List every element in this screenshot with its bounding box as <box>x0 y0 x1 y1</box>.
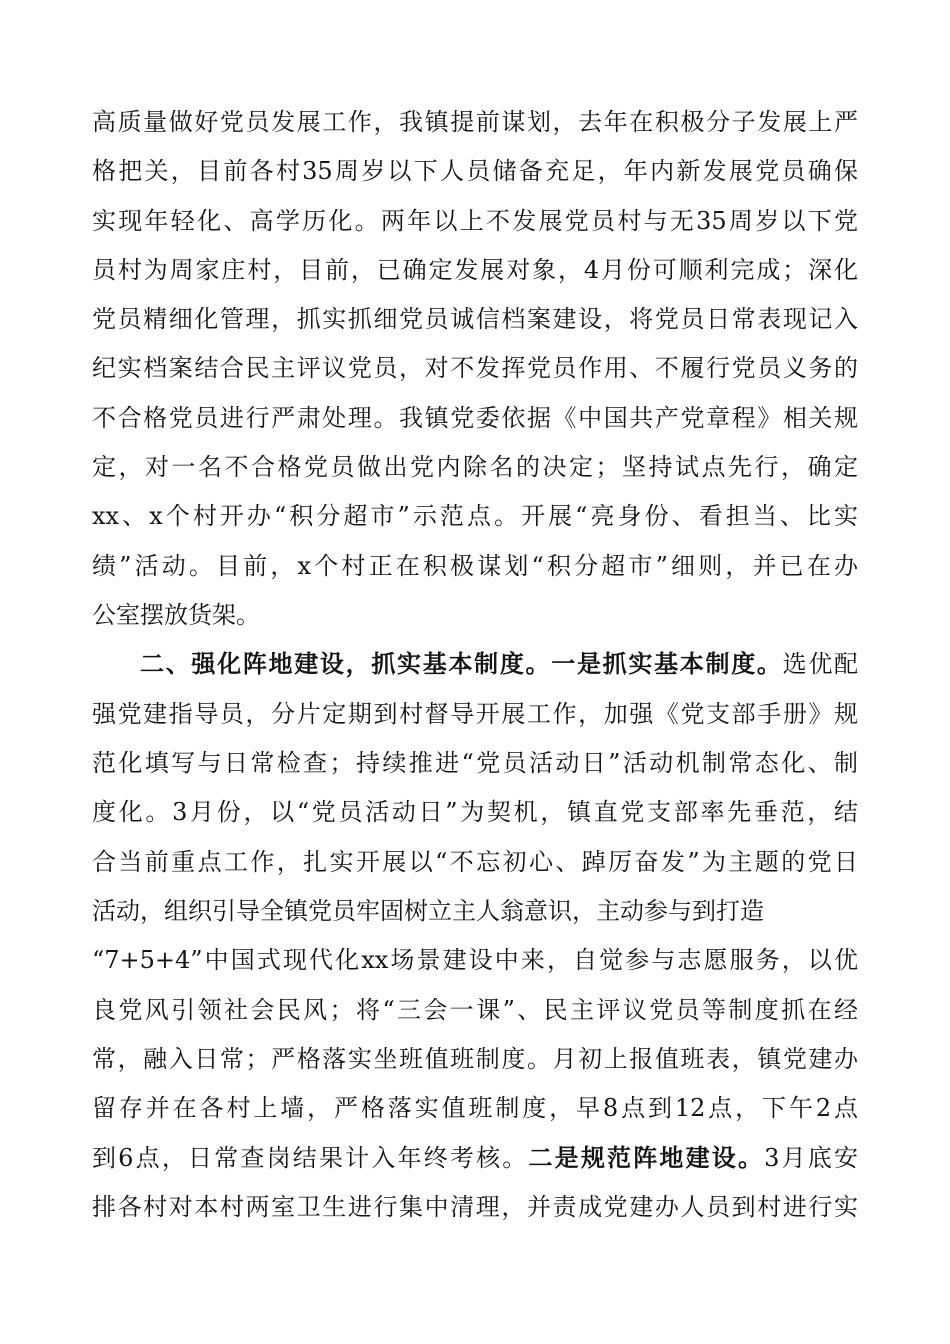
paragraph2-line-4: 度化。3月份，以“党员活动日”为契机，镇直党支部率先垂范，结 <box>92 798 858 826</box>
paragraph2-line-11-suffix: 3月底安 <box>764 1144 858 1172</box>
paragraph2-line-1-rest: 选优配 <box>782 650 859 678</box>
section-heading: 二、强化阵地建设，抓实基本制度。 <box>140 649 552 678</box>
paragraph2-line-1 <box>140 644 858 684</box>
paragraph1-line-9: xx、x个村开办“积分超市”示范点。开展“亮身份、看担当、比实 <box>92 502 858 530</box>
subheading-2: 二是规范阵地建设。 <box>528 1143 765 1172</box>
paragraph1-line-5: 党员精细化管理，抓实抓细党员诚信档案建设，将党员日常表现记入 <box>92 305 858 333</box>
paragraph2-line-2: 强党建指导员，分片定期到村督导开展工作，加强《党支部手册》规 <box>92 700 858 728</box>
paragraph2-line-12: 排各村对本村两室卫生进行集中清理，并责成党建办人员到村进行实 <box>92 1193 858 1221</box>
paragraph1-line-6: 纪实档案结合民主评议党员，对不发挥党员作用、不履行党员义务的 <box>92 354 858 382</box>
paragraph2-line-11 <box>92 1138 858 1178</box>
paragraph2-line-10: 留存并在各村上墙，严格落实值班制度，早8点到12点，下午2点 <box>92 1094 858 1122</box>
paragraph2-line-3: 范化填写与日常检查；持续推进“党员活动日”活动机制常态化、制 <box>92 749 858 777</box>
paragraph1-line-3: 实现年轻化、高学历化。两年以上不发展党员村与无35周岁以下党 <box>92 207 858 235</box>
paragraph2-line-9: 常，融入日常；严格落实坐班值班制度。月初上报值班表，镇党建办 <box>92 1045 858 1073</box>
paragraph1-line-7: 不合格党员进行严肃处理。我镇党委依据《中国共产党章程》相关规 <box>92 404 858 432</box>
paragraph2-line-8: 良党风引领社会民风；将“三会一课”、民主评议党员等制度抓在经 <box>92 996 858 1024</box>
paragraph2-line-11-prefix: 到6点，日常查岗结果计入年终考核。 <box>92 1144 529 1172</box>
subheading-1: 一是抓实基本制度。 <box>551 649 783 678</box>
paragraph2-line-5: 合当前重点工作，扎实开展以“不忘初心、踔厉奋发”为主题的党日 <box>92 848 858 876</box>
paragraph1-line-11: 公室摆放货架。 <box>92 601 260 629</box>
paragraph1-line-4: 员村为周家庄村，目前，已确定发展对象，4月份可顺利完成；深化 <box>92 256 858 284</box>
paragraph2-line-7: “7+5+4”中国式现代化xx场景建设中来，自觉参与志愿服务，以优 <box>92 946 858 974</box>
paragraph2-line-6: 活动，组织引导全镇党员牢固树立主人翁意识，主动参与到打造 <box>92 897 764 925</box>
paragraph1-line-8: 定，对一名不合格党员做出党内除名的决定；坚持试点先行，确定 <box>92 453 858 481</box>
paragraph1-line-1: 高质量做好党员发展工作，我镇提前谋划，去年在积极分子发展上严 <box>92 108 858 136</box>
paragraph1-line-10: 绩”活动。目前，x个村正在积极谋划“积分超市”细则，并已在办 <box>92 552 858 580</box>
paragraph1-line-2: 格把关，目前各村35周岁以下人员储备充足，年内新发展党员确保 <box>92 157 858 185</box>
